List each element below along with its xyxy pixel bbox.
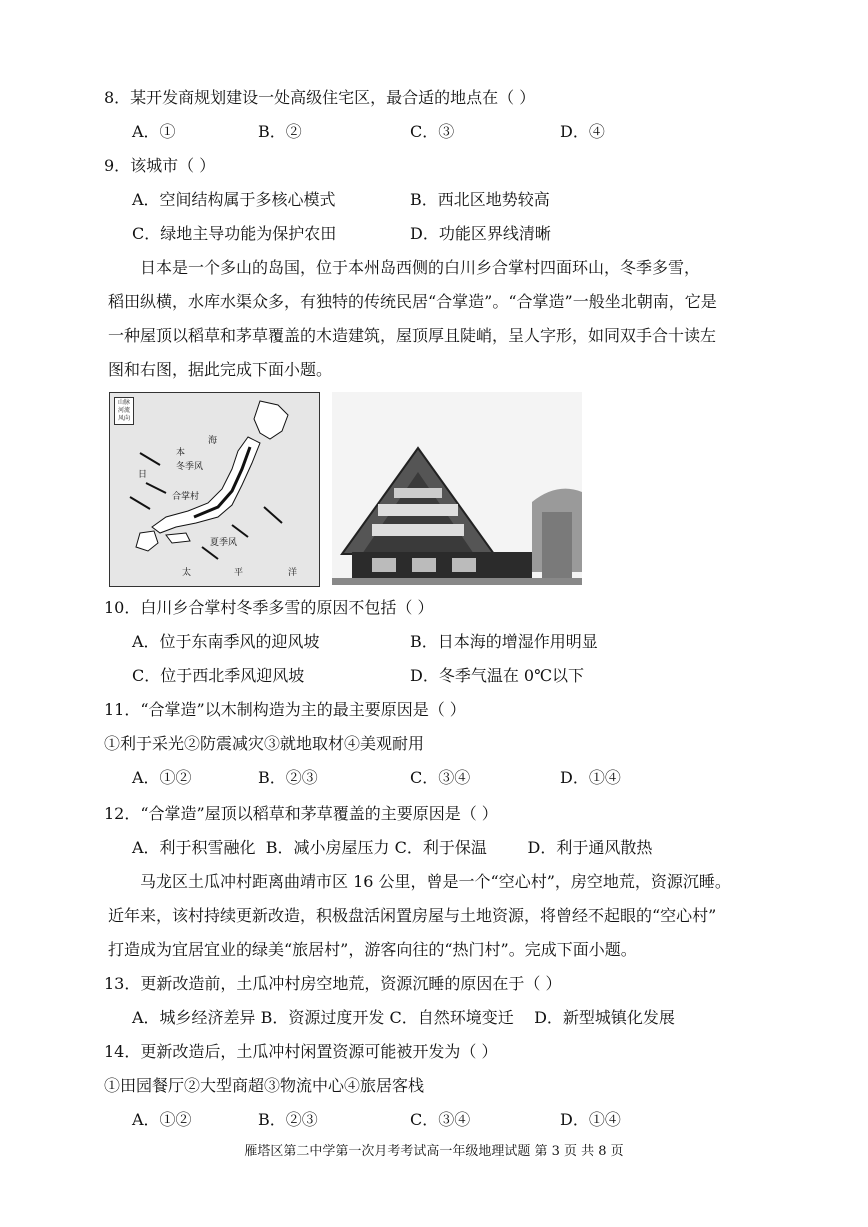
q10-option-d: D．冬季气温在 0℃以下 [410,666,584,685]
passage1-line1: 日本是一个多山的岛国，位于本州岛西侧的白川乡合掌村四面环山，冬季多雪， [140,258,701,277]
q11-option-c: C．③④ [410,768,471,787]
q9-stem: 9．该城市（ ） [104,156,216,175]
label-sea-ri: 日 [138,470,148,480]
q10-option-c: C．位于西北季风迎风坡 [132,666,305,685]
legend-item-mountain: 山脉 [118,399,131,406]
q9-option-d: D．功能区界线清晰 [410,224,551,243]
q14-option-a: A．①② [132,1110,192,1129]
hokkaido-island [254,401,288,439]
label-ocean-yang: 洋 [288,568,298,578]
label-sea-hai: 海 [208,436,218,446]
gassho-house-photo [332,392,582,585]
q8-option-c: C．③ [410,122,455,141]
label-village: 合掌村 [172,492,200,502]
q14-choices: ①田园餐厅②大型商超③物流中心④旅居客栈 [104,1076,425,1095]
q9-option-c: C．绿地主导功能为保护农田 [132,224,337,243]
q11-option-d: D．①④ [560,768,621,787]
q9-option-a: A．空间结构属于多核心模式 [132,190,336,209]
label-sea-ben: 本 [176,448,186,458]
legend-item-wind: 风向 [118,415,131,422]
q10-option-a: A．位于东南季风的迎风坡 [132,632,320,651]
map-legend [114,397,134,425]
label-summer-monsoon: 夏季风 [210,538,238,548]
passage2-line1: 马龙区土瓜冲村距离曲靖市区 16 公里，曾是一个“空心村”，房空地荒，资源沉睡。 [140,872,731,891]
q8-option-b: B．② [258,122,302,141]
q8-option-d: D．④ [560,122,605,141]
label-winter-monsoon: 冬季风 [176,462,204,472]
passage1-line3: 一种屋顶以稻草和茅草覆盖的木造建筑，屋顶厚且陡峭，呈人字形，如同双手合十读左 [108,326,717,345]
passage1-line2: 稻田纵横，水库水渠众多，有独特的传统民居“合掌造”。“合掌造”一般坐北朝南，它是 [108,292,717,311]
q11-option-a: A．①② [132,768,192,787]
q13-stem: 13．更新改造前，土瓜冲村房空地荒，资源沉睡的原因在于（ ） [104,974,562,993]
japan-map-figure [109,392,320,587]
honshu-island [152,437,260,533]
q11-choices: ①利于采光②防震减灾③就地取材④美观耐用 [104,734,425,753]
house-illustration [332,392,582,585]
q14-option-c: C．③④ [410,1110,471,1129]
q12-options: A．利于积雪融化 B．减小房屋压力 C．利于保温 D．利于通风散热 [132,838,653,857]
q8-stem: 8．某开发商规划建设一处高级住宅区，最合适的地点在（ ） [104,88,536,107]
winter-wind-arrow-3 [130,497,150,509]
q14-stem: 14．更新改造后，土瓜冲村闲置资源可能被开发为（ ） [104,1042,498,1061]
q14-option-d: D．①④ [560,1110,621,1129]
q9-option-b: B．西北区地势较高 [410,190,550,209]
kyushu-island [136,531,158,551]
summer-wind-arrow-3 [202,547,218,559]
winter-wind-arrow-2 [146,483,166,493]
q14-option-b: B．②③ [258,1110,318,1129]
q10-stem: 10．白川乡合掌村冬季多雪的原因不包括（ ） [104,598,434,617]
label-ocean-ping: 平 [234,568,244,578]
summer-wind-arrow-1 [264,507,282,523]
japan-map [110,393,319,586]
q11-stem: 11．“合掌造”以木制构造为主的最主要原因是（ ） [104,700,466,719]
page-footer: 雁塔区第二中学第一次月考考试高一年级地理试题 第 3 页 共 8 页 [244,1144,624,1159]
shikoku-island [166,533,190,543]
label-ocean-tai: 太 [182,568,192,578]
passage2-line2: 近年来，该村持续更新改造，积极盘活闲置房屋与土地资源，将曾经不起眼的“空心村” [108,906,717,925]
q11-option-b: B．②③ [258,768,318,787]
legend-item-river: 河流 [118,407,131,414]
passage1-line4: 图和右图，据此完成下面小题。 [108,360,333,379]
q12-stem: 12．“合掌造”屋顶以稻草和茅草覆盖的主要原因是（ ） [104,804,498,823]
q10-option-b: B．日本海的增湿作用明显 [410,632,598,651]
q13-options: A．城乡经济差异 B．资源过度开发 C．自然环境变迁 D．新型城镇化发展 [132,1008,675,1027]
passage2-line3: 打造成为宜居宜业的绿美“旅居村”，游客向往的“热门村”。完成下面小题。 [108,940,637,959]
q8-option-a: A．① [132,122,176,141]
winter-wind-arrow-1 [140,453,160,465]
